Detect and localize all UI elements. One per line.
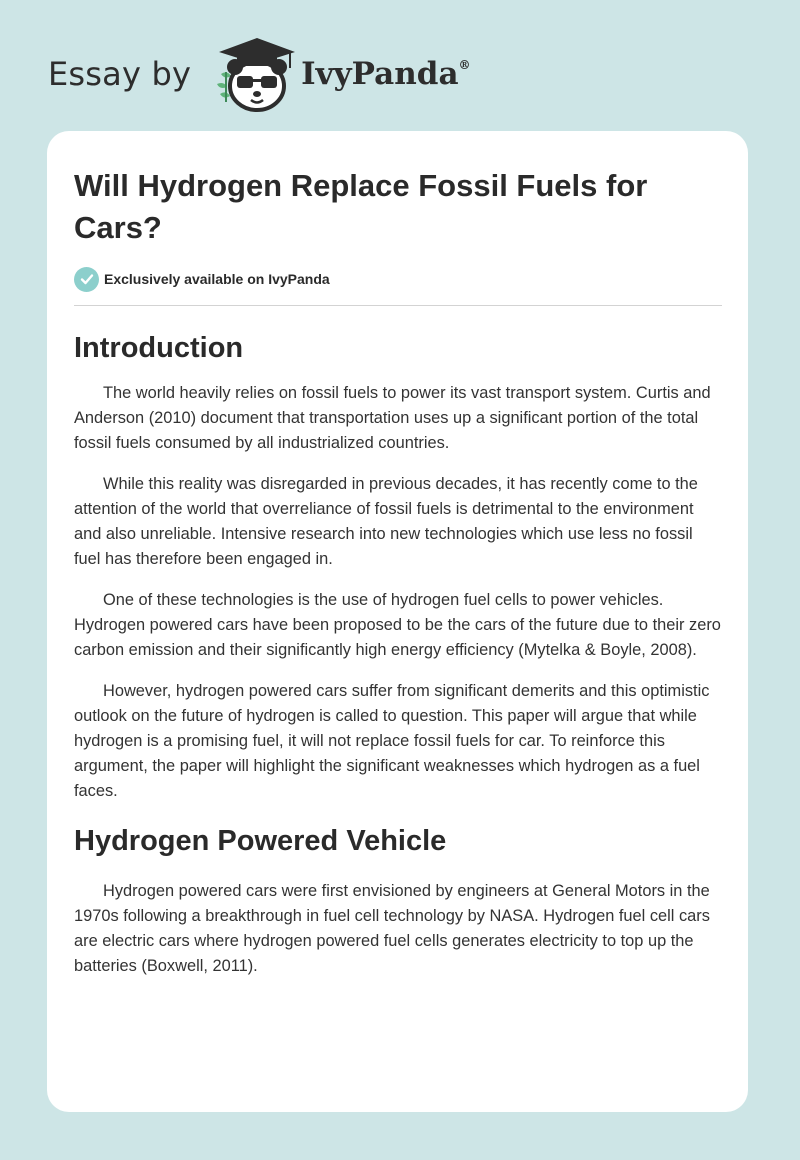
brand-text: IvyPanda xyxy=(301,56,459,92)
essay-title: Will Hydrogen Replace Fossil Fuels for Cars? xyxy=(74,168,648,245)
title-divider xyxy=(74,305,722,306)
paragraph: Hydrogen powered cars were first envisioned by engineers at General Motors in the 1970s following a breakthrough in fuel cell technology by NASA. Hydrogen fuel cell cars are electric cars where hydrogen powered fuel cells generates electricity to top up the batteries (Boxwell, 2011). xyxy=(74,882,710,975)
paragraph: While this reality was disregarded in previous decades, it has recently come to the attention of the world that overreliance of fossil fuels is detrimental to the environment and also unreliable. Intensive research into new technologies which use less no fossil fuel has therefore been engaged in. xyxy=(74,475,698,568)
essay-by-label: Essay by xyxy=(48,55,192,93)
registered-mark: ® xyxy=(458,58,471,72)
brand-name xyxy=(301,56,470,92)
site-header xyxy=(48,34,471,114)
section-hydrogen-powered-vehicle xyxy=(74,823,722,979)
check-icon xyxy=(74,267,99,292)
essay-card xyxy=(47,131,748,1112)
section-introduction xyxy=(74,330,722,804)
panda-logo-icon[interactable] xyxy=(207,34,299,114)
section-heading: Hydrogen Powered Vehicle xyxy=(74,825,447,857)
exclusive-badge xyxy=(74,265,722,293)
paragraph: However, hydrogen powered cars suffer from significant demerits and this optimistic outlook on the future of hydrogen is called to question. This paper will argue that while hydrogen is a promising fuel, it will not replace fossil fuels for car. To reinforce this argument, the paper will highlight the significant weaknesses which hydrogen as a fuel faces. xyxy=(74,682,710,800)
paragraph: The world heavily relies on fossil fuels to power its vast transport system. Curtis and Anderson (2010) document that transportation uses up a significant portion of the total fossil fuels consumed by all industrialized countries. xyxy=(74,384,711,452)
exclusive-badge-text: Exclusively available on IvyPanda xyxy=(104,271,330,287)
section-heading: Introduction xyxy=(74,332,244,364)
paragraph: One of these technologies is the use of hydrogen fuel cells to power vehicles. Hydrogen powered cars have been proposed to be the cars of the future due to their zero carbon emission and their significantly high energy efficiency (Mytelka & Boyle, 2008). xyxy=(74,591,721,659)
